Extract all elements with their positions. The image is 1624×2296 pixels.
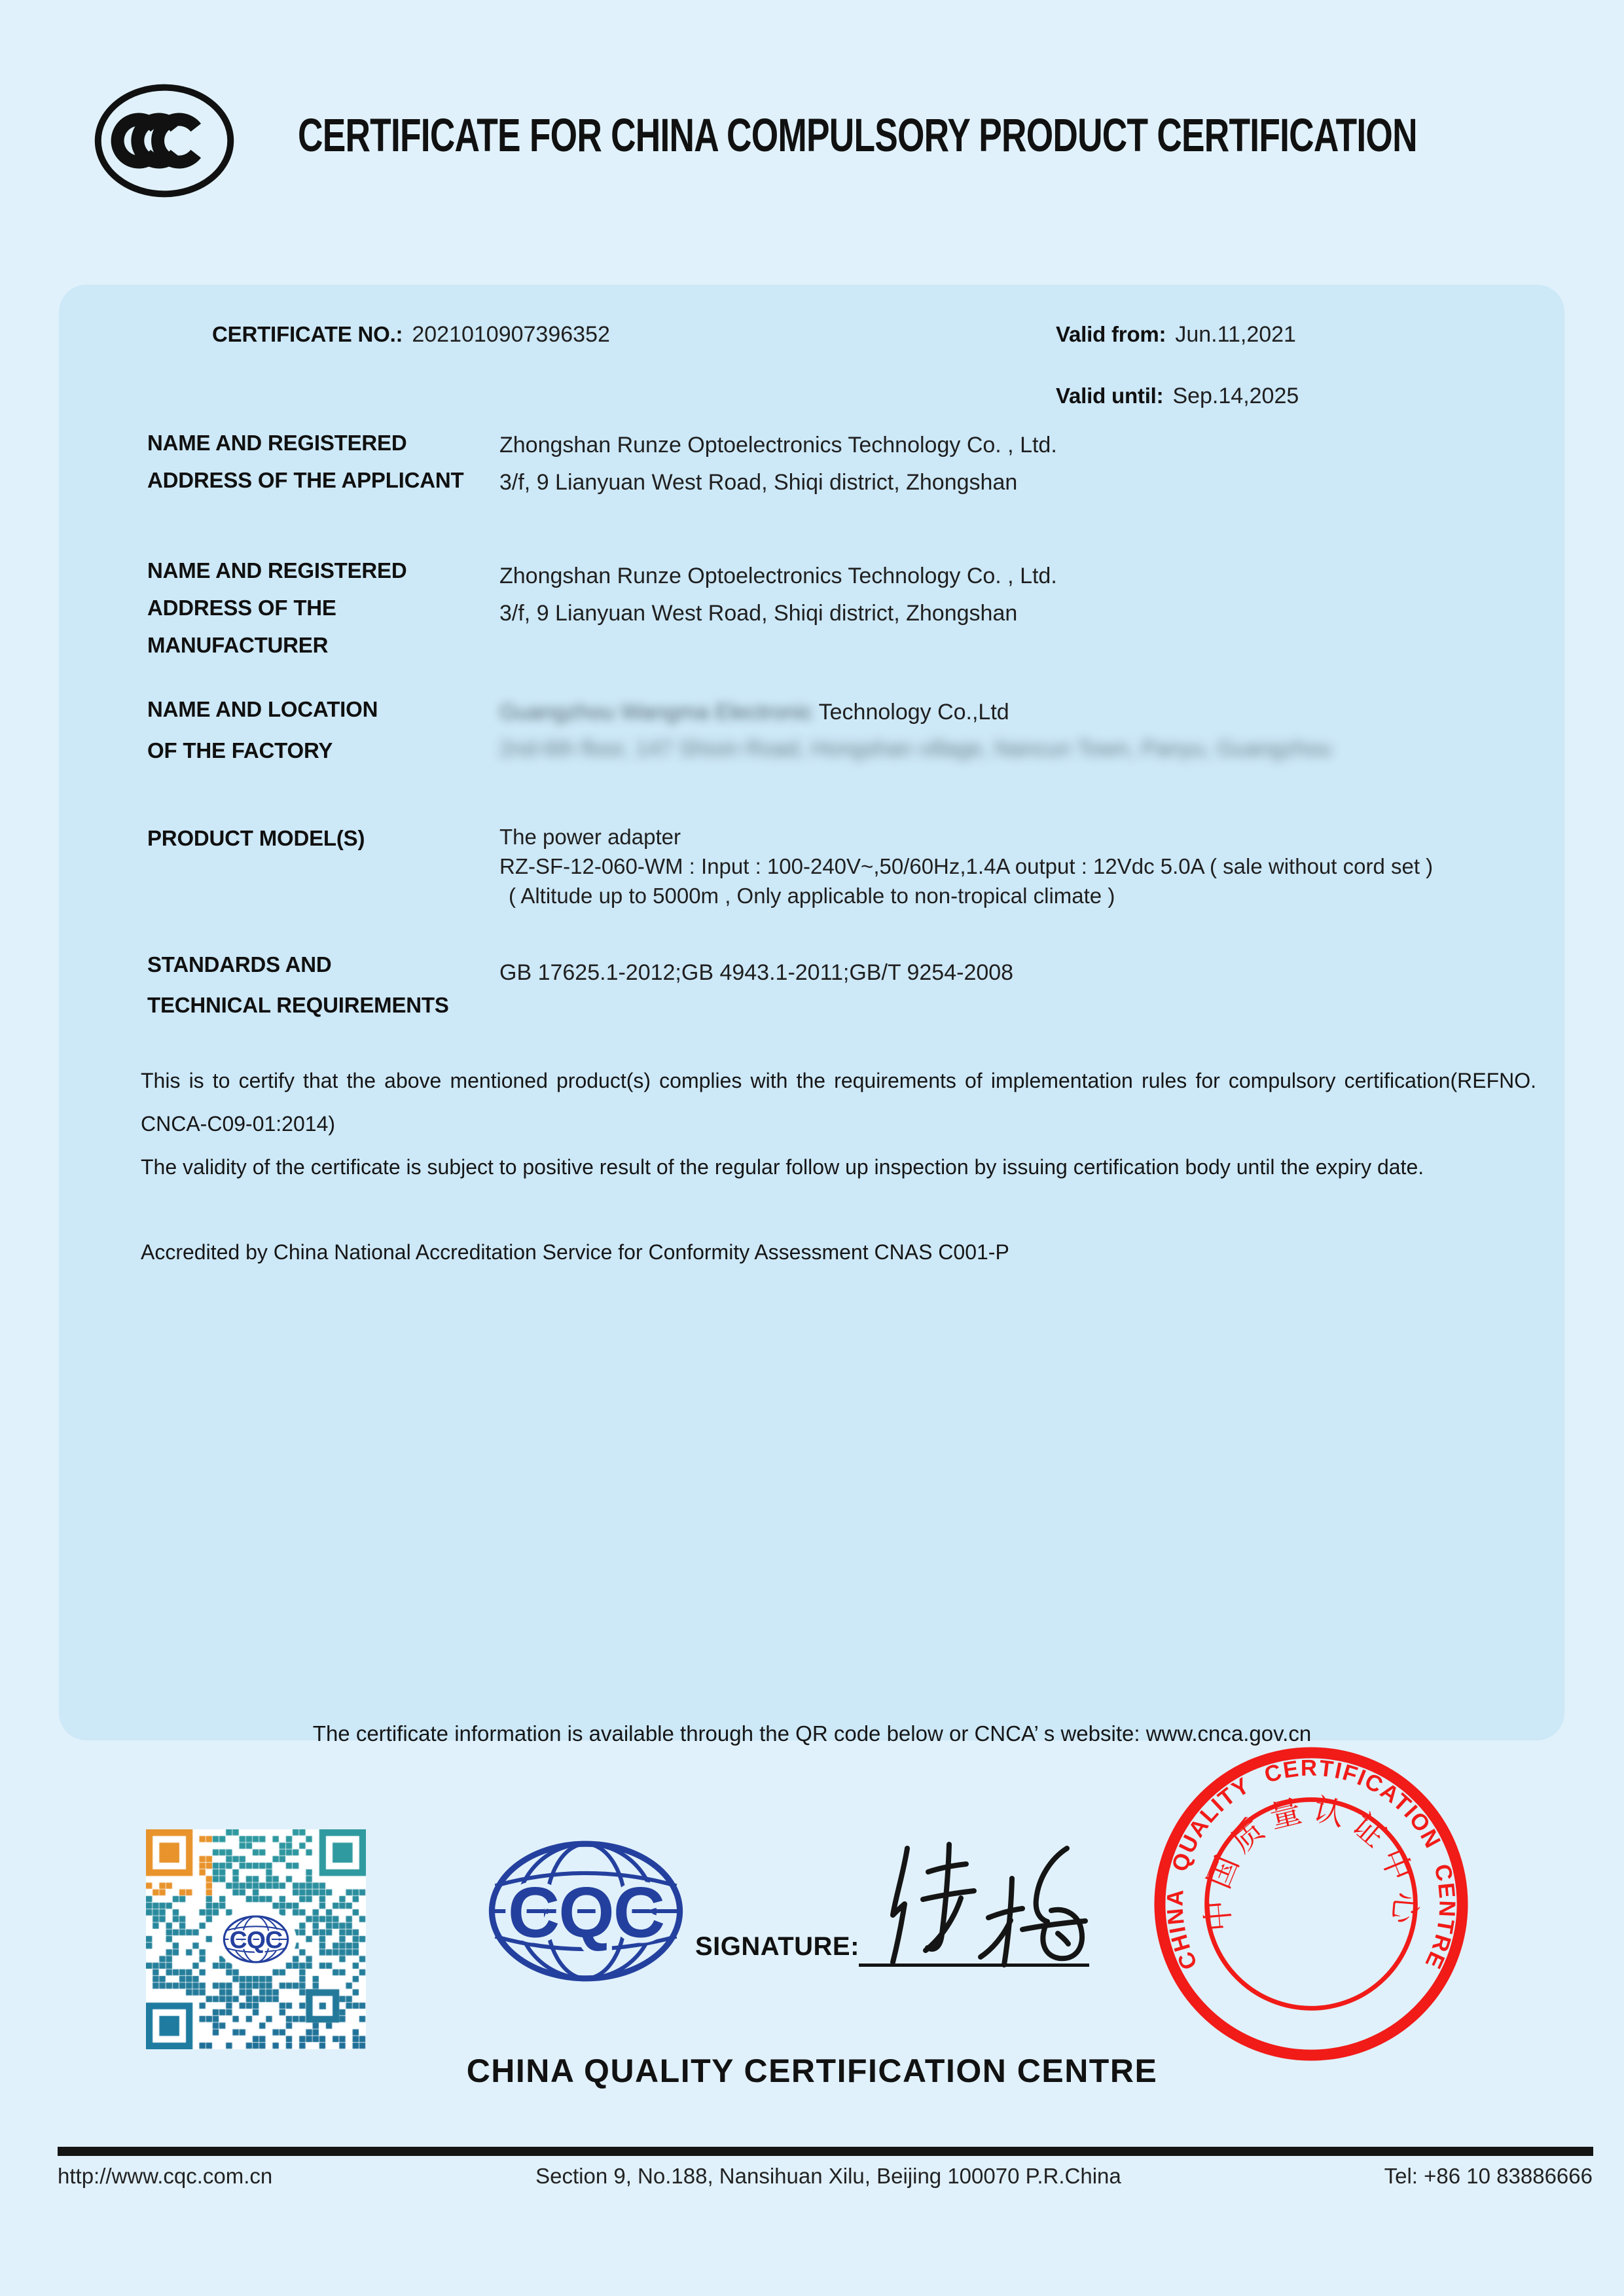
- page-title: CERTIFICATE FOR CHINA COMPULSORY PRODUCT CERTIFICATION: [298, 110, 1417, 162]
- signature-label: SIGNATURE:: [695, 1932, 859, 1961]
- product-line2: RZ-SF-12-060-WM : Input : 100-240V~,50/60Hz,1.4A output : 12Vdc 5.0A ( sale without cord set ): [499, 854, 1434, 878]
- manufacturer-label-line2: ADDRESS OF THE: [147, 596, 336, 620]
- valid-from-value: Jun.11,2021: [1175, 322, 1296, 347]
- factory-label-line1: NAME AND LOCATION: [147, 697, 378, 721]
- standards-label-line2: TECHNICAL REQUIREMENTS: [147, 993, 449, 1017]
- standards-label: [147, 944, 449, 1026]
- signature-handwriting: [851, 1840, 1100, 1971]
- certificate-number-value: 2021010907396352: [412, 322, 610, 347]
- factory-name: [499, 694, 1331, 730]
- certificate-number-label: CERTIFICATE NO.:: [212, 322, 403, 346]
- valid-from-row: [1056, 315, 1296, 353]
- valid-until-label: Valid until:: [1056, 384, 1164, 408]
- product-models-value: [499, 822, 1547, 910]
- signature-underline: [859, 1964, 1089, 1967]
- applicant-name: Zhongshan Runze Optoelectronics Technology Co. , Ltd.: [499, 433, 1057, 457]
- manufacturer-name: Zhongshan Runze Optoelectronics Technology Co. , Ltd.: [499, 564, 1057, 588]
- certificate-number-row: [212, 315, 610, 353]
- valid-until-row: [1056, 377, 1299, 415]
- footer-divider: [58, 2147, 1593, 2156]
- body-paragraph-2: The validity of the certificate is subject to positive result of the regular follow up inspection by issuing certification body until the expiry date.: [141, 1155, 1424, 1179]
- svg-text:中国质量认证中心: [1200, 1792, 1423, 1933]
- standards-label-line1: STANDARDS AND: [147, 952, 332, 977]
- product-line1: The power adapter: [499, 825, 681, 849]
- applicant-label-line1: NAME AND REGISTERED: [147, 431, 407, 455]
- applicant-address: 3/f, 9 Lianyuan West Road, Shiqi district, Zhongshan: [499, 470, 1018, 495]
- footer-website: http://www.cqc.com.cn: [58, 2164, 273, 2188]
- qr-note: The certificate information is available through the QR code below or CNCA’ s website: www.cnca.gov.cn: [312, 1721, 1312, 1746]
- manufacturer-address: 3/f, 9 Lianyuan West Road, Shiqi district, Zhongshan: [499, 601, 1018, 626]
- manufacturer-label: [147, 552, 407, 664]
- applicant-value: [499, 427, 1057, 501]
- manufacturer-label-line3: MANUFACTURER: [147, 633, 329, 657]
- valid-from-label: Valid from:: [1056, 322, 1166, 346]
- seal-text-english: CHINA QUALITY CERTIFICATION CENTRE: [1162, 1755, 1460, 1974]
- applicant-label: [147, 424, 464, 499]
- manufacturer-value: [499, 558, 1057, 632]
- footer: [58, 2164, 1593, 2189]
- factory-value: [499, 694, 1331, 767]
- factory-label-line2: OF THE FACTORY: [147, 738, 333, 762]
- qr-cqc-letters: CQC: [229, 1926, 283, 1954]
- cqc-red-seal: [1148, 1741, 1474, 2067]
- standards-value: GB 17625.1-2012;GB 4943.1-2011;GB/T 9254-2008: [499, 960, 1014, 985]
- body-paragraph-3: Accredited by China National Accreditation Service for Conformity Assessment CNAS C001-P: [141, 1240, 1009, 1264]
- footer-address: Section 9, No.188, Nansihuan Xilu, Beijing 100070 P.R.China: [535, 2164, 1121, 2188]
- footer-telephone: Tel: +86 10 83886666: [1384, 2164, 1593, 2188]
- product-line3: ( Altitude up to 5000m , Only applicable to non-tropical climate ): [509, 884, 1115, 908]
- ccc-logo-icon: [90, 79, 238, 203]
- product-models-label: PRODUCT MODEL(S): [147, 826, 365, 850]
- centre-heading: CHINA QUALITY CERTIFICATION CENTRE: [466, 2053, 1158, 2089]
- body-paragraph-1: This is to certify that the above mentioned product(s) complies with the requirements of implementation rules for compulsory certification(REFNO. CNCA-C09-01:2014): [141, 1069, 1536, 1136]
- qr-center-cqc-logo-icon: [222, 1914, 290, 1964]
- valid-until-value: Sep.14,2025: [1172, 384, 1299, 408]
- factory-name-clear: Technology Co.,Ltd: [818, 700, 1009, 725]
- factory-label: [147, 689, 378, 771]
- cqc-logo-icon: [486, 1838, 686, 1984]
- factory-name-redacted: Guangzhou Wangma Electronic: [499, 700, 813, 725]
- cqc-letters: CQC: [507, 1872, 664, 1953]
- factory-address-redacted: 2nd-6th floor, 147 Shixin Road, Hongshan village, Nancun Town, Panyu, Guangzhou: [499, 736, 1332, 761]
- seal-text-chinese: 中国质量认证中心: [1199, 1792, 1423, 1933]
- manufacturer-label-line1: NAME AND REGISTERED: [147, 558, 407, 583]
- applicant-label-line2: ADDRESS OF THE APPLICANT: [147, 468, 464, 492]
